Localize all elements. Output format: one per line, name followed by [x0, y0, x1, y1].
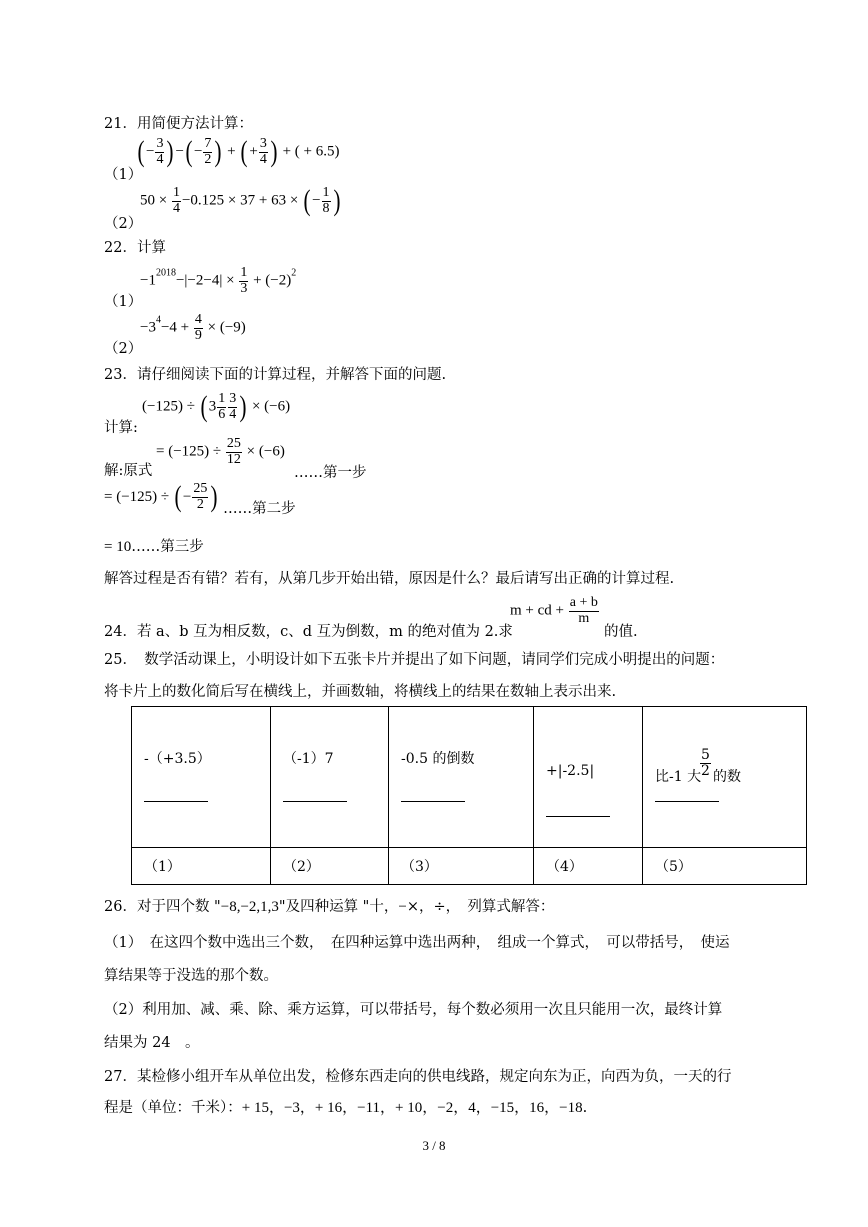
card-label-3: （3）: [389, 848, 534, 885]
card-label-5: （5）: [643, 848, 807, 885]
card-label-4: （4）: [534, 848, 643, 885]
card-label-1: （1）: [132, 848, 271, 885]
q21-p1-frac-b: $\frac{7}{2}$: [204, 136, 212, 167]
page-number: 3 / 8: [422, 1138, 446, 1153]
q21-part2: （2） 50 × $\frac{1}{4}$ −0.125 × 37 + 63 × ( − $\frac{1}{8}$ ): [104, 184, 341, 232]
cards-table: [131, 706, 807, 885]
q26-p1a: （1） 在这四个数中选出三个数， 在四种运算中选出两种， 组成一个算式， 可以带括号， 使运: [104, 935, 730, 951]
q21-title: 21．用简便方法计算：: [104, 116, 253, 132]
q22-title: 22．计算: [104, 240, 166, 256]
q21-part1: （1） ( − $\frac{3}{4}$ ) −( − $\frac{7}{2}$ ) + ( + $\frac{3}{4}$ ) + ( + 6.5): [104, 135, 340, 183]
q21-p1-label: （1）: [104, 167, 143, 183]
card-1: -（+3.5）: [132, 707, 271, 848]
q21-p1-frac-a: $\frac{3}{4}$: [156, 136, 164, 167]
q22-part2: （2） $-3^4-4$ + $\frac{4}{9}$ × (−9): [104, 312, 246, 357]
q25-line2: 将卡片上的数化简后写在横线上，并画数轴，将横线上的结果在数轴上表示出来.: [104, 684, 617, 700]
q23-step2: = (−125) ÷ ( − $\frac{25}{2}$ ) ……第二步: [104, 480, 296, 517]
q23-step1: 解:原式 = (−125) ÷ $\frac{25}{12}$ × (−6) ……第一步: [104, 436, 367, 481]
q23-title: 23．请仔细阅读下面的计算过程，并解答下面的问题.: [104, 367, 447, 383]
q26-p1b: 算结果等于没选的那个数。: [104, 968, 278, 984]
q27-line1: 27．某检修小组开车从单位出发，检修东西走向的供电线路，规定向东为正，向西为负，一天的行: [104, 1069, 732, 1085]
card-4: +|-2.5|: [534, 707, 643, 848]
q23-step3: = 10……第三步: [104, 539, 204, 555]
card-2: （-1）7: [271, 707, 389, 848]
q21-p1-frac-c: $\frac{3}{4}$: [259, 136, 267, 167]
q26-p2a: （2）利用加、减、乘、除、乘方运算，可以带括号，每个数必须用一次且只能用一次，最终计算: [104, 1002, 723, 1018]
q24-line: 24．若 a、b 互为相反数，c、d 互为倒数，m 的绝对值为 2.求 m + cd + $\frac{a + b}{m}$ 的值.: [104, 595, 638, 640]
q23-calc: 计算: (−125) ÷ ( 3 $\frac{1}{6}$ $\frac{3}{4}$ ) × (−6): [104, 390, 291, 436]
q26-line1: 26．对于四个数 "−8,−2,1,3"及四种运算 "十，−×，÷， 列算式解答：: [104, 899, 555, 915]
q25-line1: 25． 数学活动课上，小明设计如下五张卡片并提出了如下问题，请同学们完成小明提出的问题：: [104, 652, 725, 668]
card-3: -0.5 的倒数: [389, 707, 534, 848]
card-5: 比-1 大 $\frac{5}{2}$ 的数: [643, 707, 807, 848]
q27-line2: 程是（单位：千米）：+ 15，−3，+ 16，−11，+ 10，−2，4，−15，16，−18.: [104, 1100, 588, 1116]
q22-part1: （1） $-1^{2018}-|-2-4|$ × $\frac{1}{3}$ + $(-2)^2$: [104, 265, 297, 310]
card-label-2: （2）: [271, 848, 389, 885]
q26-p2b: 结果为 24 。: [104, 1035, 200, 1051]
q23-question: 解答过程是否有错？若有，从第几步开始出错，原因是什么？最后请写出正确的计算过程.: [104, 571, 675, 587]
